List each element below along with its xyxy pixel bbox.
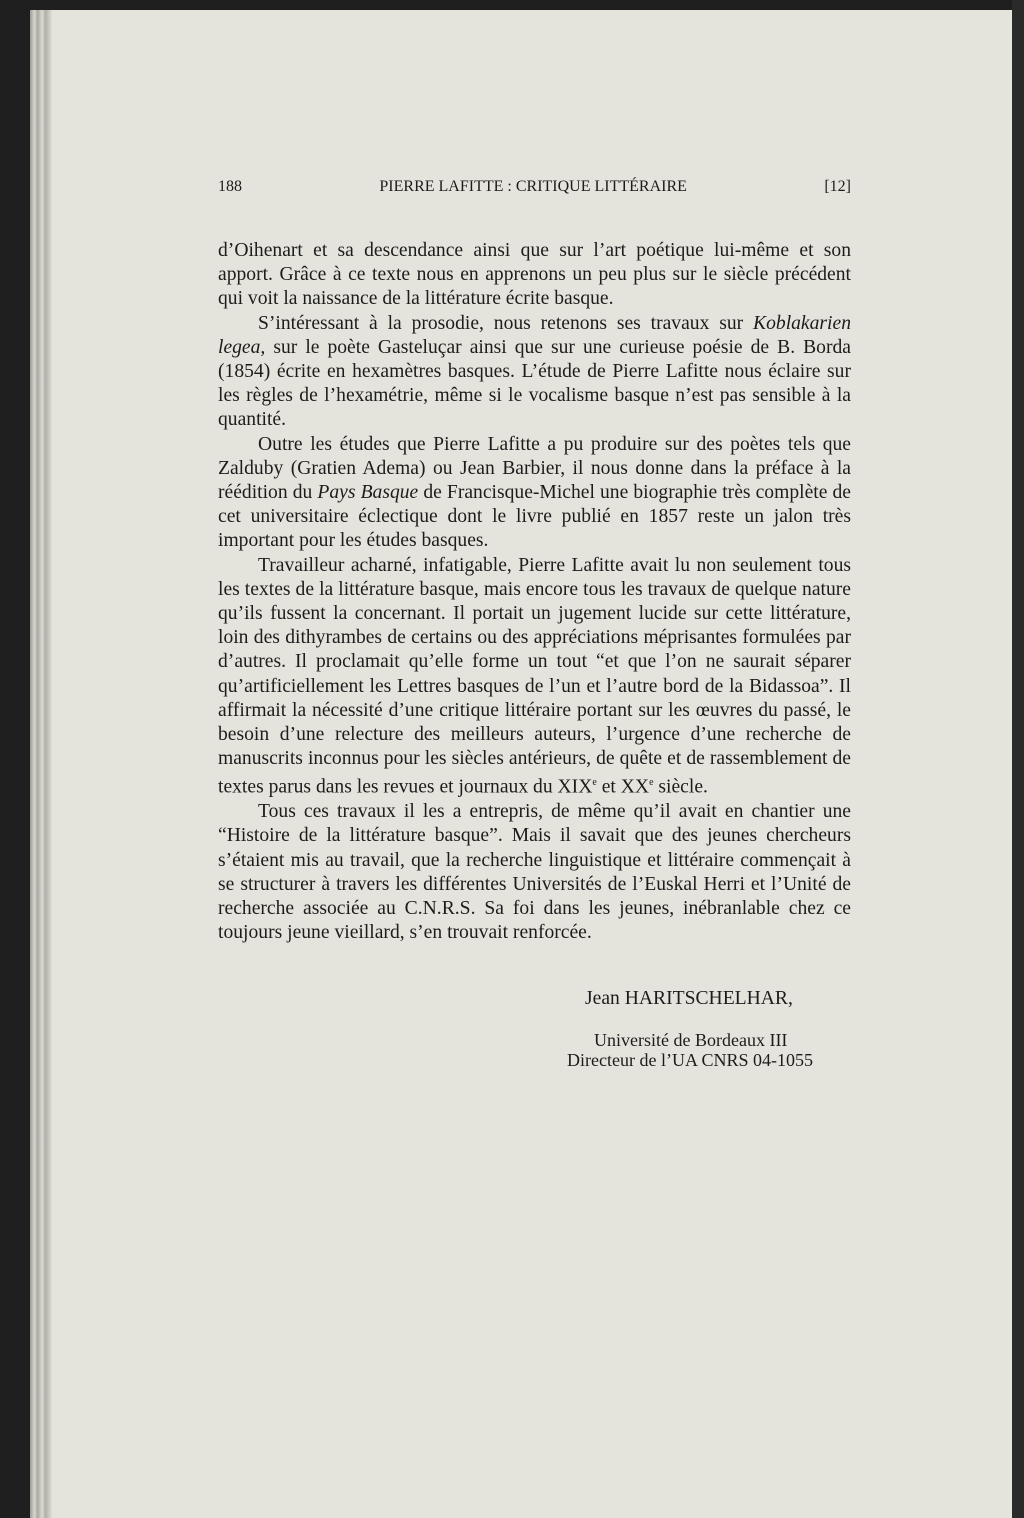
paragraph: [218, 554, 851, 801]
italic-title: Koblakarien legea,: [218, 312, 851, 358]
paragraph: d’Oihenart et sa descendance ainsi que sur l’art poétique lui-même et son apport. Grâce à ce texte nous en apprenons un peu plus sur le siècle précédent qui voit la naissance de la littérature écrite basque.: [218, 240, 851, 310]
paragraph: Tous ces travaux il les a entrepris, de même qu’il avait en chantier une “Histoire de la littérature basque”. Mais il savait que des jeunes chercheurs s’étaient mis au travail, que la recherche linguistique et littéraire commençait à se structurer à travers les différentes Universités de l’Euskal Herri et l’Unité de recherche associée au C.N.R.S. Sa foi dans les jeunes, inébranlable chez ce toujours jeune vieillard, s’en trouvait renforcée.: [218, 801, 851, 944]
paragraph: [218, 433, 851, 554]
paragraph: [218, 312, 851, 433]
body-text: [218, 239, 851, 945]
page-number: 188: [218, 178, 242, 195]
text-run: Outre les études que Pierre Lafitte a pu produire sur des poètes tels que Zalduby (Gratien Adema) ou Jean Barbier, il nous donne dans la préface à la réédition du: [218, 433, 851, 504]
author-affiliation: Université de Bordeaux III: [594, 1030, 788, 1050]
scan-border: [1012, 0, 1024, 1518]
text-run: et XX: [596, 777, 650, 798]
section-number: [12]: [824, 178, 851, 195]
text-run: siècle.: [653, 777, 708, 798]
author-title: Directeur de l’UA CNRS 04-1055: [567, 1050, 813, 1070]
text-run: de Francisque-Michel une biographie très complète de cet universitaire éclectique dont le livre publié en 1857 reste un jalon très important pour les études basques.: [218, 482, 852, 552]
superscript: e: [649, 777, 654, 789]
superscript: e: [592, 777, 597, 789]
italic-title: Pays Basque: [317, 482, 419, 504]
book-binding-edge: [30, 10, 52, 1518]
text-run: sur le poète Gasteluçar ainsi que sur une curieuse poésie de B. Borda (1854) écrite en hexamètres basques. L’étude de Pierre Lafitte nous éclaire sur les règles de l’hexamétrie, même si le vocalisme basque n’est pas sensible à la quantité.: [218, 336, 851, 431]
author-name: Jean HARITSCHELHAR,: [585, 988, 793, 1009]
running-header: [218, 178, 851, 196]
running-title: PIERRE LAFITTE : CRITIQUE LITTÉRAIRE: [379, 178, 687, 195]
text-run: Travailleur acharné, infatigable, Pierre Lafitte avait lu non seulement tous les textes de la littérature basque, mais encore tous les travaux de quelque nature qu’ils fussent la concernant. Il portait un jugement lucide sur cette littérature, loin des dithyrambes de certains ou des appréciations méprisantes formulées par d’autres. Il proclamait qu’elle forme un tout “et que l’on ne saurait séparer qu’artificiellement les Lettres basques de l’un et l’autre bord de la Bidassoa”. Il affirmait la nécessité d’une critique littéraire portant sur les œuvres du passé, le besoin d’une relecture des meilleurs auteurs, l’urgence d’une recherche de manuscrits inconnus pour les siècles antérieurs, de quête et de rassemblement de textes parus dans les revues et journaux du XIX: [218, 554, 851, 798]
text-run: S’intéressant à la prosodie, nous retenons ses travaux sur: [258, 312, 754, 334]
